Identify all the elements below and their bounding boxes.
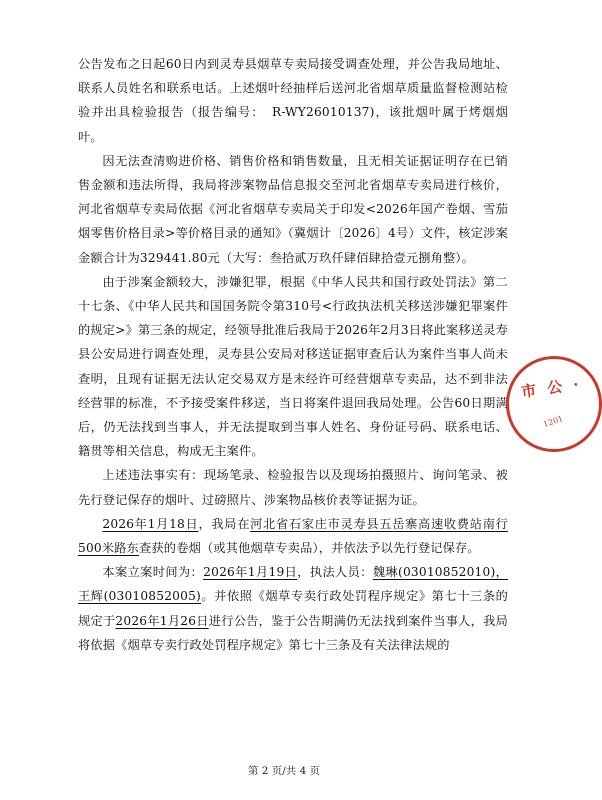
page-number: 第 2 页/共 4 页 (247, 765, 321, 777)
paragraph-4: 上述违法事实有：现场笔录、检验报告以及现场拍摄照片、询问笔录、被先行登记保存的烟叶、过磅照片、涉案物品核价表等证据为证。 (78, 468, 508, 507)
seal-code: 1201 (542, 414, 565, 429)
paragraph-6-c: 。并依照《烟草专卖行政处罚程序规定》第七十三条的规定于 (78, 589, 508, 628)
document-body (78, 52, 508, 657)
filing-date: 2026年1月19日 (203, 565, 298, 580)
paragraph-6-d: 进行公告，鉴于公告期满仍无法找到案件当事人，我局将依据《烟草专卖行政处罚程序规定》第七十三条及有关法律法规的 (78, 613, 508, 652)
paragraph-5-rest: 查获的卷烟（或其他烟草专卖品），并依法予以先行登记保存。 (139, 541, 480, 556)
paragraph-1: 公告发布之日起60日内到灵寿县烟草专卖局接受调查处理，并公告我局地址、联系人员姓名和联系电话。上述烟叶经抽样后送河北省烟草质量监督检测站检验并出具检验报告（报告编号： R-WY26010137)，该批烟叶属于烤烟烟叶。 (78, 57, 508, 144)
paragraph-6-a: 本案立案时间为： (102, 565, 204, 580)
seizure-place: 河北省石家庄市灵寿县五岳寨高速收费站南行500米路东 (78, 516, 508, 556)
seizure-date: 2026年1月18日 (102, 516, 199, 531)
announce-date: 2026年1月26日 (115, 613, 209, 628)
paragraph-2: 因无法查清购进价格、销售价格和销售数量，且无相关证据证明存在已销售金额和违法所得，我局将涉案物品信息报交至河北省烟草专卖局进行核价，河北省烟草专卖局依据《河北省烟草专卖局关于印发<2026年国产卷烟、雪茄烟零售价格目录>等价格目录的通知》（冀烟计〔2026〕4号）文件，核定涉案金额合计为329441.80元（大写：叁拾贰万玖仟肆佰肆拾壹元捌角整）。 (78, 153, 508, 265)
paragraph-3: 由于涉案金额较大，涉嫌犯罪，根据《中华人民共和国行政处罚法》第二十七条、《中华人民共和国国务院令第310号<行政执法机关移送涉嫌犯罪案件的规定>》第三条的规定，经领导批准后我局于2026年2月3日将此案移送灵寿县公安局进行调查处理，灵寿县公安局对移送证据审查后认为案件当事人尚未查明，且现有证据无法认定交易双方是未经许可经营烟草专卖品，达不到非法经营罪的标准，不予接受案件移送，当日将案件退回我局处理。公告60日期满后，仍无法找到当事人，并无法提取到当事人姓名、身份证号码、联系电话、籍贯等相关信息，构成无主案件。 (78, 274, 508, 459)
paragraph-6 (78, 560, 508, 657)
official-seal (506, 356, 602, 452)
paragraph-5 (78, 512, 508, 560)
paragraph-5-mid: ，我局在 (198, 516, 251, 531)
paragraph-6-b: ，执法人员： (297, 565, 373, 580)
seal-characters: 市 公 · (520, 374, 583, 402)
officers: 魏琳(03010852010)，王辉(03010852005) (78, 565, 509, 604)
